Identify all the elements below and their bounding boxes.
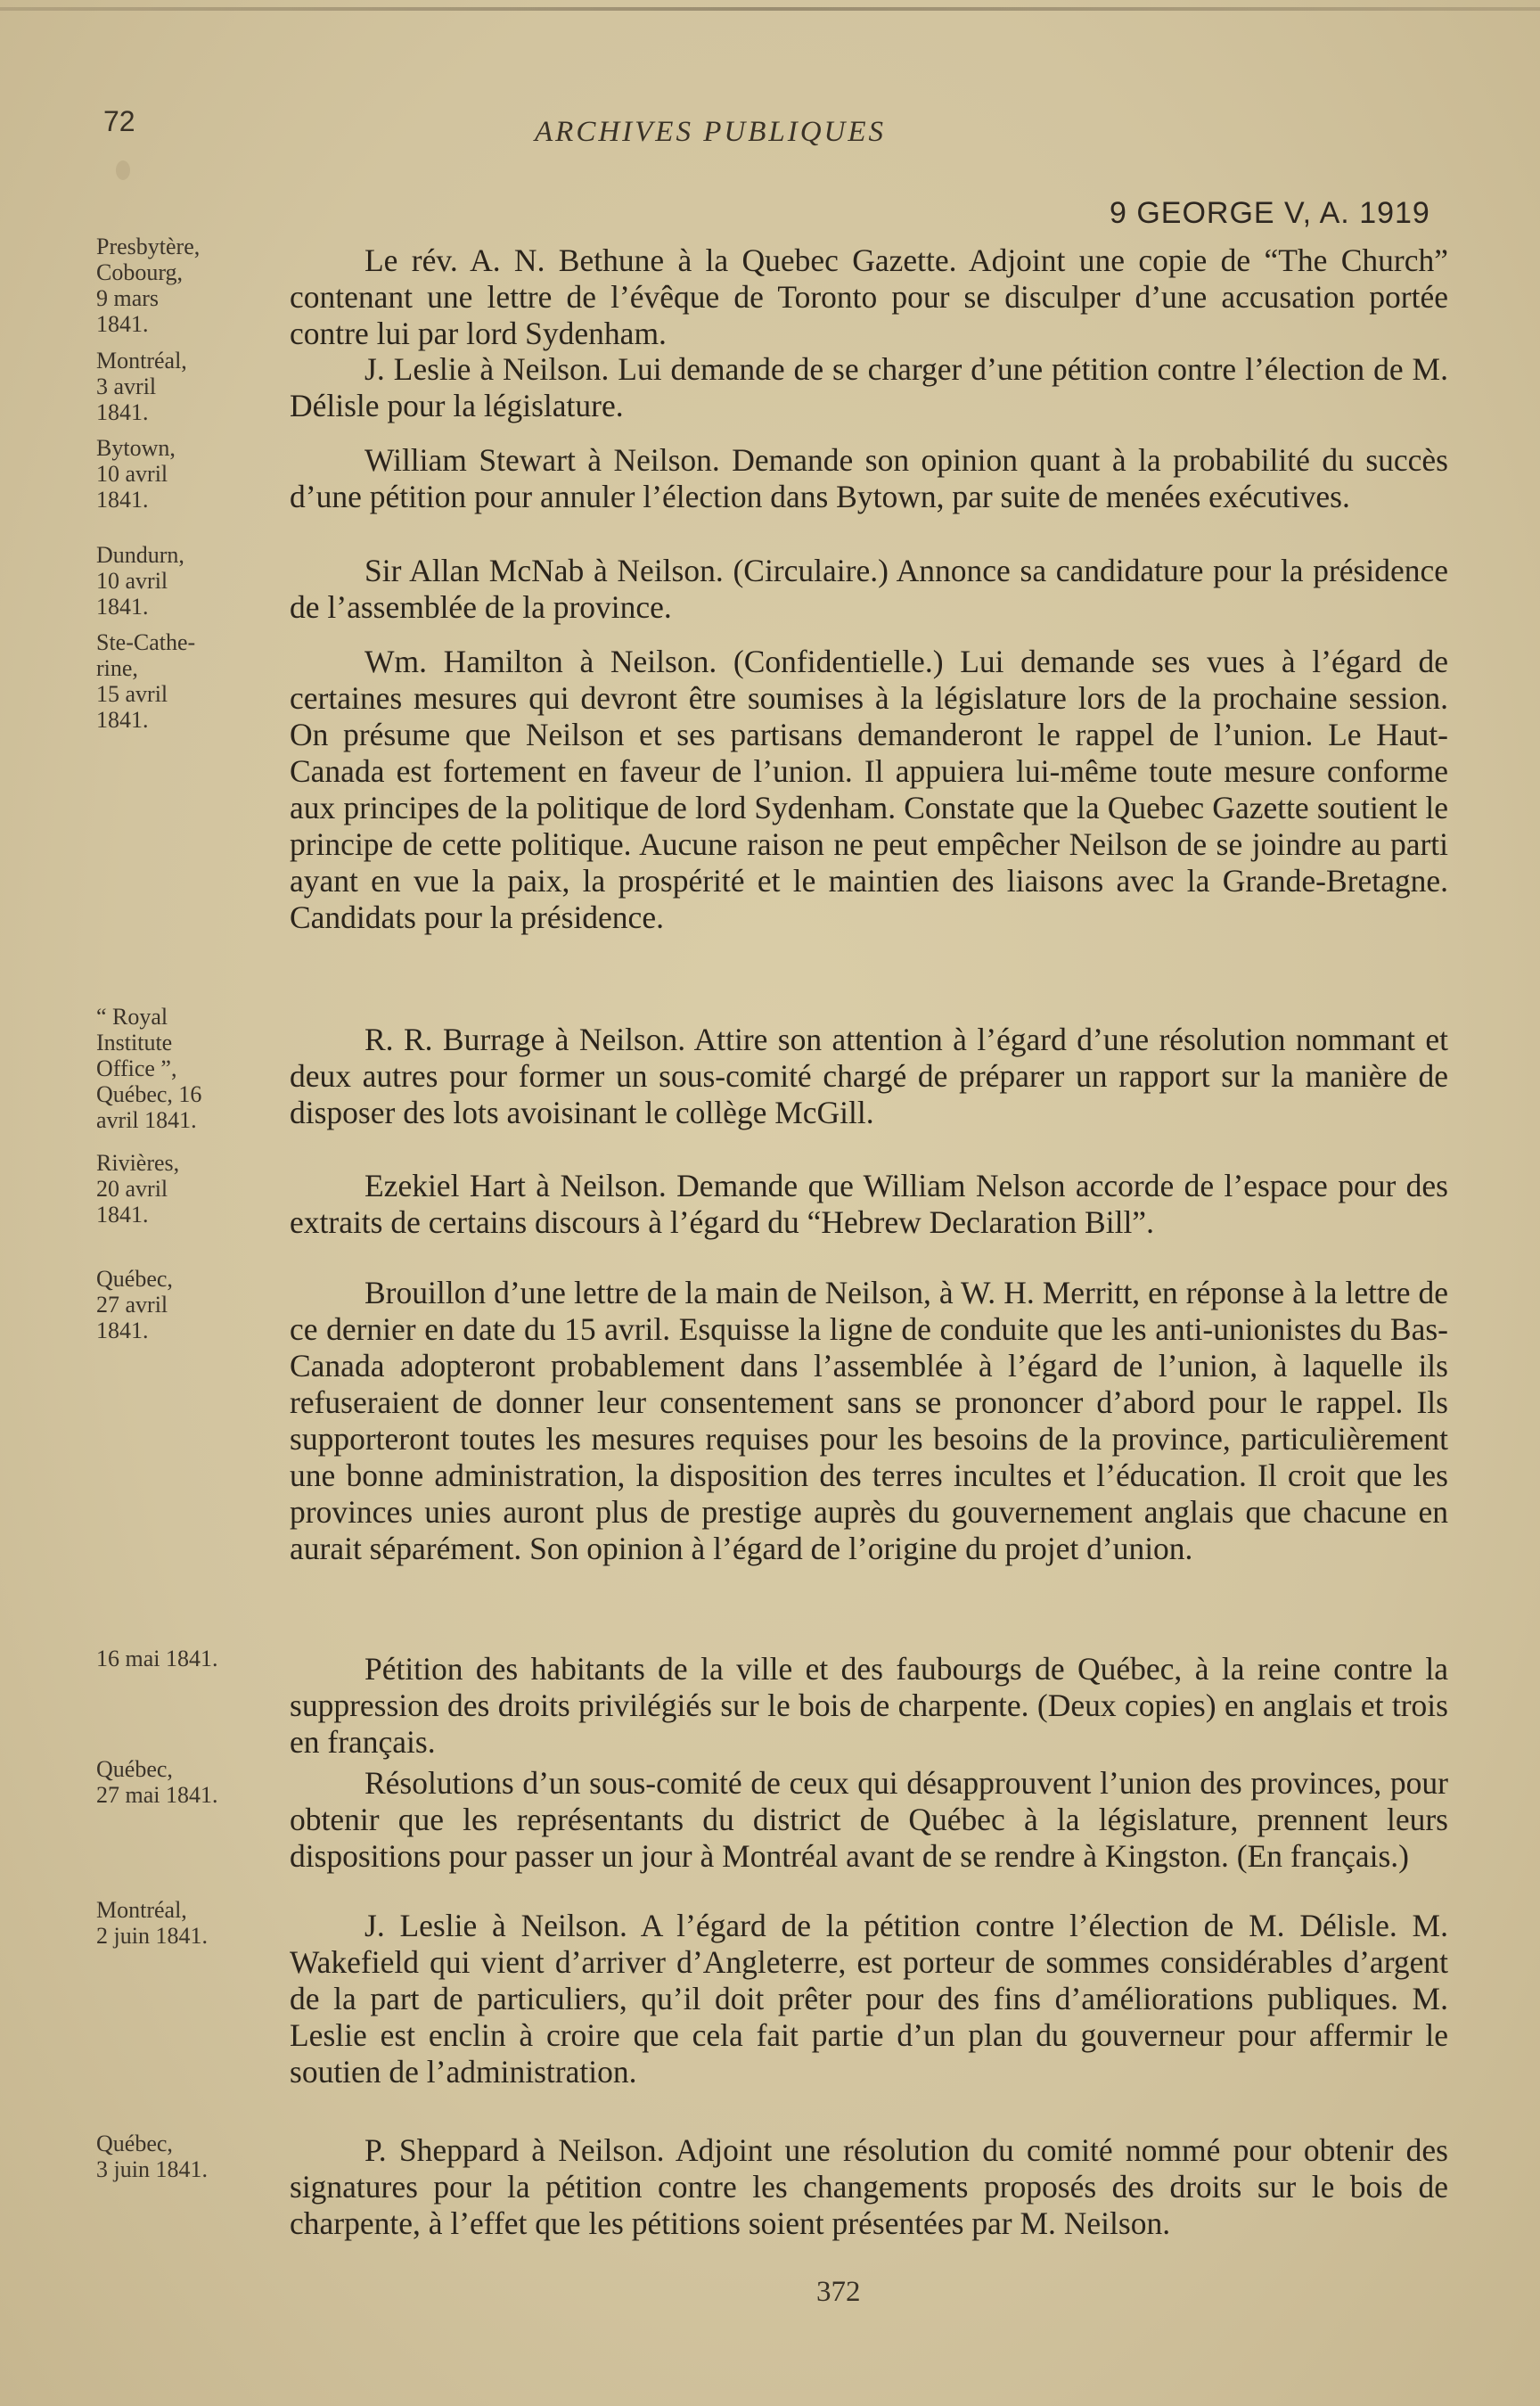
margin-line: Québec, [96, 1756, 173, 1782]
entry-text: Le rév. A. N. Bethune à la Quebec Gazette. Adjoint une copie de “The Church” contenant une lettre de l’évêque de Toronto pour se disculper d’une accusation portée contre lui par lord Sydenham. [290, 242, 1448, 351]
calendar-entry [290, 1651, 1448, 1761]
entry-text: Brouillon d’une lettre de la main de Neilson, à W. H. Merritt, en réponse à la lettre de ce dernier en date du 15 avril. Esquisse la ligne de conduite que les anti-unionistes du Bas-Canada adopteront probablement dans l’assemblée à l’égard de l’union, à laquelle ils refuseraient de donner leur consentement sans se prononcer d’abord pour le rappel. Ils supporteront toutes les mesures requises pour les besoins de la province, particulièrement une bonne administration, la disposition des terres incultes et l’éducation. Il croit que les provinces unies auront plus de prestige auprès du gouvernement anglais que chacune en aurait séparément. Son opinion à l’égard de l’origine du projet d’union. [290, 1275, 1448, 1566]
entry-text: Ezekiel Hart à Neilson. Demande que William Nelson accorde de l’espace pour des extraits de certains discours à l’égard du “Hebrew Declaration Bill”. [290, 1168, 1448, 1240]
session-reference: 9 GEORGE V, A. 1919 [1110, 196, 1430, 230]
margin-line: Office ”, [96, 1055, 177, 1081]
calendar-entry [290, 1765, 1448, 1875]
margin-date [96, 2131, 274, 2182]
margin-line: “ Royal [96, 1004, 168, 1030]
margin-date [96, 1646, 274, 1671]
margin-line: 10 avril [96, 568, 168, 594]
margin-line: 1841. [96, 399, 149, 425]
calendar-entry [290, 1022, 1448, 1131]
entry-text: P. Sheppard à Neilson. Adjoint une résolution du comité nommé pour obtenir des signatures pour la pétition contre les changements proposés des droits sur le bois de charpente, à l’effet que les pétitions soient présentées par M. Neilson. [290, 2132, 1448, 2241]
calendar-entry [290, 2132, 1448, 2242]
margin-line: 27 avril [96, 1292, 168, 1318]
margin-line: 2 juin 1841. [96, 1923, 208, 1949]
calendar-entry [290, 1168, 1448, 1241]
margin-line: Dundurn, [96, 542, 184, 568]
margin-line: Ste-Cathe- [96, 629, 196, 655]
margin-line: avril 1841. [96, 1107, 197, 1133]
margin-date [96, 1897, 274, 1949]
margin-line: rine, [96, 655, 138, 681]
entry-text: Pétition des habitants de la ville et des faubourgs de Québec, à la reine contre la suppression des droits privilégiés sur le bois de charpente. (Deux copies) en anglais et trois en français. [290, 1651, 1448, 1760]
margin-line: 1841. [96, 487, 149, 513]
margin-line: Québec, [96, 2131, 173, 2156]
margin-line: Québec, 16 [96, 1081, 202, 1107]
calendar-entry [290, 442, 1448, 515]
running-head: ARCHIVES PUBLIQUES [535, 116, 887, 148]
margin-date [96, 629, 274, 733]
margin-line: 1841. [96, 707, 149, 733]
margin-line: 15 avril [96, 681, 168, 707]
margin-date [96, 1004, 274, 1133]
entry-text: Wm. Hamilton à Neilson. (Confidentielle.) Lui demande ses vues à l’égard de certaines mesures qui devront être soumises à la législature lors de la prochaine session. On présume que Neilson et ses partisans demanderont le rappel de l’union. Le Haut-Canada est fortement en faveur de l’union. Il appuiera lui-même toute mesure conforme aux principes de la politique de lord Sydenham. Constate que la Quebec Gazette soutient le principe de cette politique. Aucune raison ne peut empêcher Neilson de se joindre au parti ayant en vue la paix, la prospérité et le maintien des liaisons avec la Grande-Bretagne. Candidats pour la présidence. [290, 644, 1448, 935]
margin-line: Cobourg, [96, 259, 184, 285]
calendar-entry [290, 1275, 1448, 1567]
margin-line: Montréal, [96, 1897, 187, 1923]
margin-line: 27 mai 1841. [96, 1782, 218, 1808]
margin-line: 10 avril [96, 461, 168, 487]
entry-text: Sir Allan McNab à Neilson. (Circulaire.) Annonce sa candidature pour la présidence de l’assemblée de la province. [290, 553, 1448, 625]
margin-line: Rivières, [96, 1150, 180, 1176]
margin-date [96, 234, 274, 337]
margin-line: Bytown, [96, 435, 176, 461]
entry-text: William Stewart à Neilson. Demande son opinion quant à la probabilité du succès d’une pétition pour annuler l’élection dans Bytown, par suite de menées exécutives. [290, 442, 1448, 514]
margin-date [96, 1150, 274, 1228]
margin-line: Montréal, [96, 348, 187, 374]
margin-date [96, 435, 274, 513]
calendar-entry [290, 242, 1448, 352]
top-rule [0, 7, 1540, 11]
margin-line: Presbytère, [96, 234, 201, 259]
margin-date [96, 542, 274, 620]
margin-line: 1841. [96, 1318, 149, 1343]
margin-line: 16 mai 1841. [96, 1646, 218, 1671]
margin-date [96, 348, 274, 425]
margin-line: 3 juin 1841. [96, 2156, 208, 2182]
margin-date [96, 1266, 274, 1343]
entry-text: J. Leslie à Neilson. Lui demande de se charger d’une pétition contre l’élection de M. Délisle pour la législature. [290, 351, 1448, 423]
calendar-entry [290, 644, 1448, 936]
entry-text: J. Leslie à Neilson. A l’égard de la pétition contre l’élection de M. Délisle. M. Wakefield qui vient d’arriver d’Angleterre, est porteur de sommes considérables d’argent de la part de particuliers, qu’il doit prêter pour des fins d’améliorations publiques. M. Leslie est enclin à croire que cela fait partie d’un plan du gouverneur pour affermir le soutien de l’administration. [290, 1908, 1448, 2090]
calendar-entry [290, 351, 1448, 424]
entry-text: R. R. Burrage à Neilson. Attire son attention à l’égard d’une résolution nommant et deux autres pour former un sous-comité chargé de préparer un rapport sur la manière de disposer des lots avoisinant le collège McGill. [290, 1022, 1448, 1130]
entry-text: Résolutions d’un sous-comité de ceux qui désapprouvent l’union des provinces, pour obtenir que les représentants du district de Québec à la législature, prennent leurs dispositions pour passer un jour à Montréal avant de se rendre à Kingston. (En français.) [290, 1765, 1448, 1874]
margin-line: 1841. [96, 311, 149, 337]
calendar-entry [290, 553, 1448, 626]
margin-line: Québec, [96, 1266, 173, 1292]
margin-line: 1841. [96, 1202, 149, 1228]
margin-line: Institute [96, 1030, 173, 1055]
paper-smudge [116, 160, 130, 180]
margin-date [96, 1756, 274, 1808]
margin-line: 1841. [96, 594, 149, 620]
margin-line: 3 avril [96, 374, 157, 399]
calendar-entry [290, 1908, 1448, 2090]
margin-line: 9 mars [96, 285, 160, 311]
margin-line: 20 avril [96, 1176, 168, 1202]
page-number: 72 [103, 105, 135, 137]
folio-number: 372 [816, 2276, 861, 2308]
